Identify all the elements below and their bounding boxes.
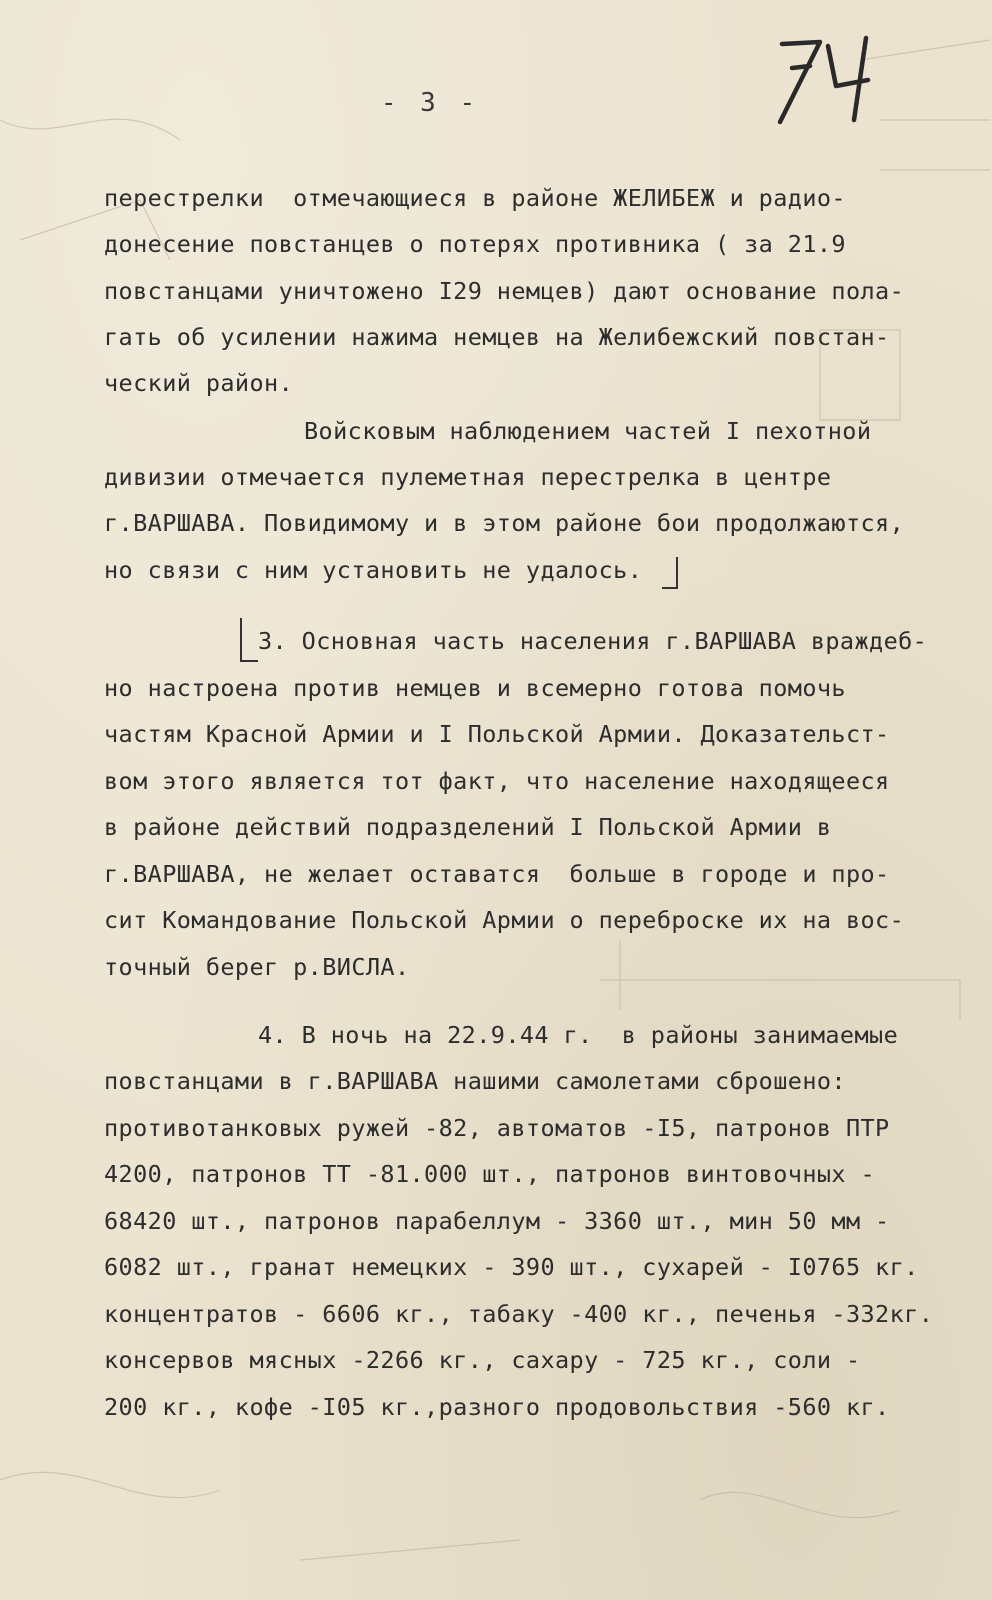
closing-bracket-mark: [662, 557, 678, 589]
text-line: концентратов - 6606 кг., табаку -400 кг., печенья -332кг.: [104, 1300, 934, 1328]
text-line: гать об усилении нажима немцев на Желибежский повстан-: [104, 323, 890, 351]
text-line: вом этого является тот факт, что население находящееся: [104, 767, 890, 795]
text-line: г.ВАРШАВА, не желает оставатся больше в городе и про-: [104, 860, 890, 888]
text-line: частям Красной Армии и I Польской Армии. Доказательст-: [104, 720, 890, 748]
text-line: точный берег р.ВИСЛА.: [104, 953, 410, 981]
page-number: - 3 -: [380, 88, 480, 118]
text-line: Войсковым наблюдением частей I пехотной: [304, 417, 872, 445]
opening-bracket-mark: [240, 618, 258, 662]
text-line: повстанцами в г.ВАРШАВА нашими самолетами сброшено:: [104, 1067, 846, 1095]
folio-number: [770, 30, 890, 130]
text-line: сит Командование Польской Армии о переброске их на вос-: [104, 906, 905, 934]
text-line: г.ВАРШАВА. Повидимому и в этом районе бои продолжаются,: [104, 509, 905, 537]
text-line: донесение повстанцев о потерях противника ( за 21.9: [104, 230, 846, 258]
text-line: ческий район.: [104, 369, 294, 397]
handwritten-folio-74: [770, 30, 890, 130]
text-line: перестрелки отмечающиеся в районе ЖЕЛИБЕЖ и радио-: [104, 184, 846, 212]
text-line: 6082 шт., гранат немецких - 390 шт., сухарей - I0765 кг.: [104, 1253, 919, 1281]
text-line: консервов мясных -2266 кг., сахару - 725 кг., соли -: [104, 1346, 861, 1374]
folio-text: [670, 30, 671, 31]
text-line: 3. Основная часть населения г.ВАРШАВА враждеб-: [258, 627, 928, 655]
text-line: в районе действий подразделений I Польской Армии в: [104, 813, 832, 841]
text-line: но настроена против немцев и всемерно готова помочь: [104, 674, 846, 702]
text-line: 4. В ночь на 22.9.44 г. в районы занимаемые: [258, 1021, 899, 1049]
text-line: 68420 шт., патронов парабеллум - 3360 шт., мин 50 мм -: [104, 1207, 890, 1235]
text-line: но связи с ним установить не удалось.: [104, 556, 643, 584]
text-line: 200 кг., кофе -I05 кг.,разного продовольствия -560 кг.: [104, 1393, 890, 1421]
text-line: повстанцами уничтожено I29 немцев) дают основание пола-: [104, 277, 905, 305]
text-line: 4200, патронов ТТ -81.000 шт., патронов винтовочных -: [104, 1160, 876, 1188]
text-line: дивизии отмечается пулеметная перестрелка в центре: [104, 463, 832, 491]
text-line: противотанковых ружей -82, автоматов -I5, патронов ПТР: [104, 1114, 890, 1142]
